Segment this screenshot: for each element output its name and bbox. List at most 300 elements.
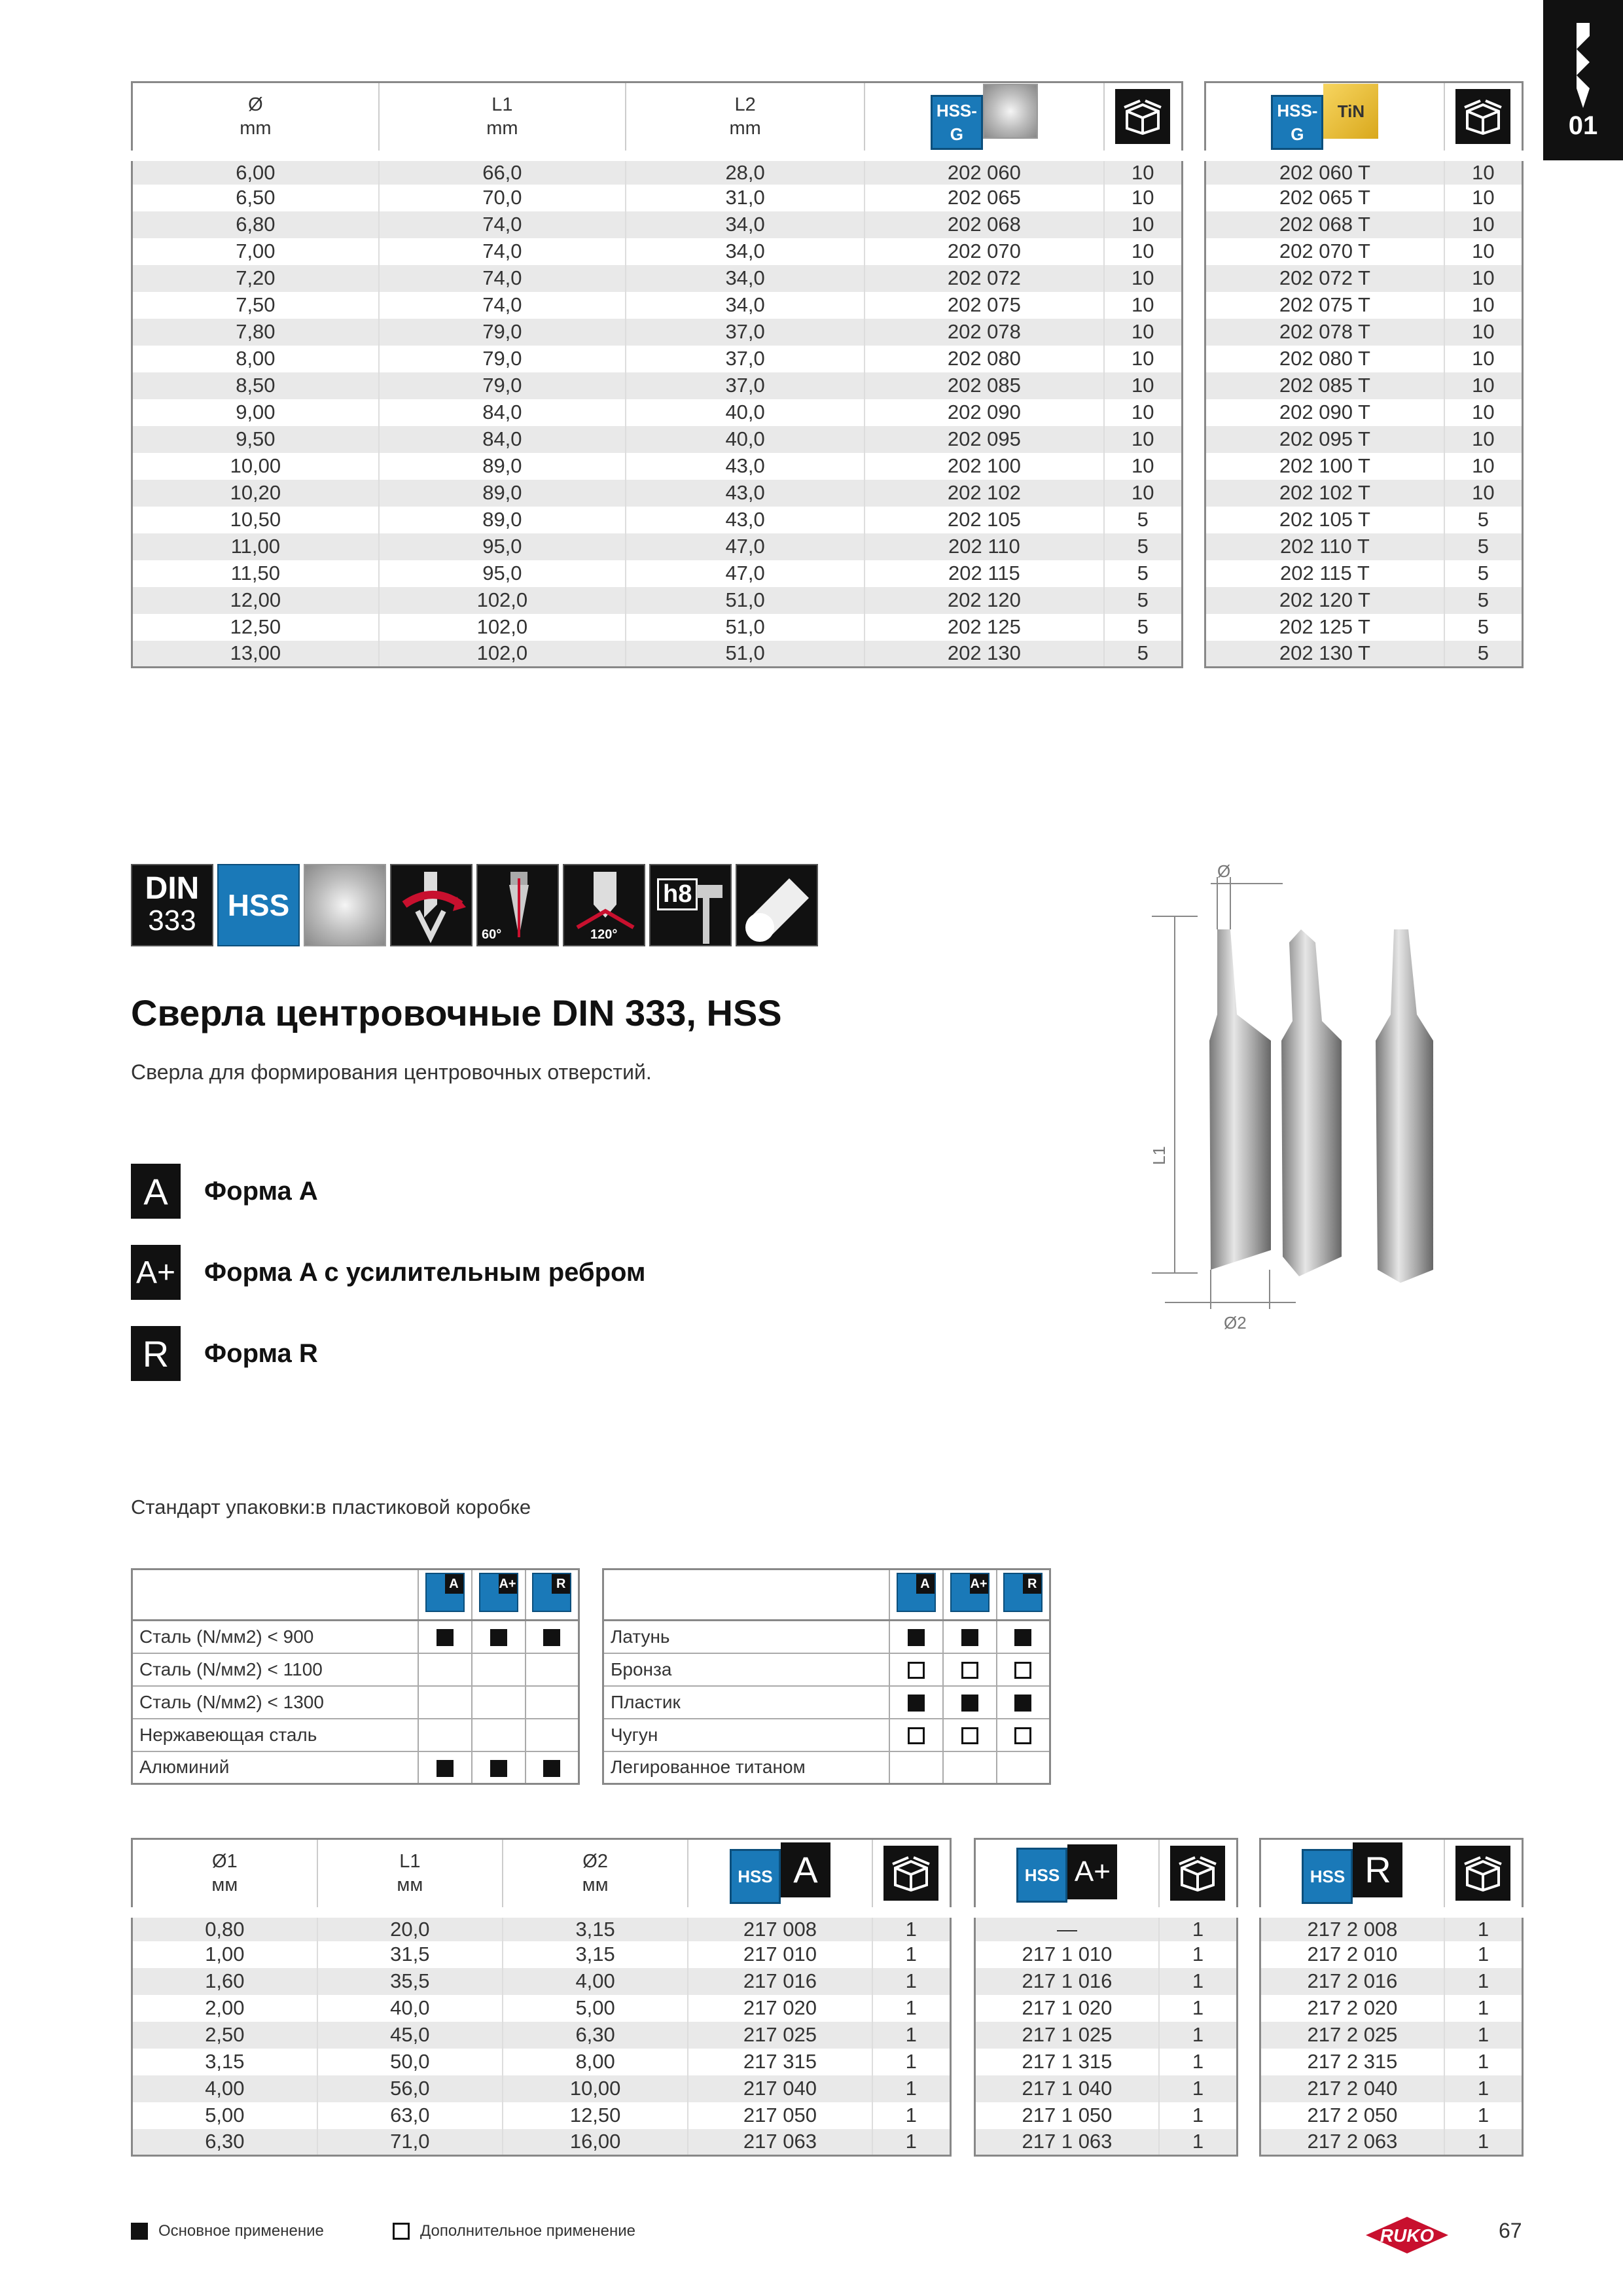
cell-diameter: 10,00	[132, 453, 379, 480]
cell-l1: 50,0	[317, 2049, 503, 2075]
cell-pack: 1	[905, 1969, 917, 1992]
form-a-plus-letter: A+	[131, 1245, 181, 1300]
cell-pack: 5	[1477, 535, 1489, 558]
tin-coating-badge: TiN	[1323, 84, 1378, 139]
hss-badge: HSS	[730, 1849, 781, 1904]
cell-diameter: 12,00	[132, 587, 379, 614]
application-mark	[943, 1719, 997, 1751]
form-r-label: Форма R	[204, 1338, 318, 1368]
table-row	[132, 426, 1183, 453]
cell-d1: 4,00	[132, 2075, 317, 2102]
countersink-120-icon: 120°	[563, 864, 645, 946]
cell-article-tin: 202 075 T	[1205, 292, 1444, 319]
col-form-a-plus	[975, 1839, 1159, 1912]
cell-d1: 2,00	[132, 1995, 317, 2022]
cell-pack: 5	[1477, 508, 1489, 531]
col-pack	[872, 1839, 951, 1912]
table-row	[132, 1995, 951, 2022]
form-a-letter: A	[131, 1164, 181, 1219]
cell-d1: 1,00	[132, 1941, 317, 1968]
table-row	[132, 319, 1183, 346]
cell-diameter: 9,50	[132, 426, 379, 453]
table-row	[975, 1941, 1238, 1968]
cell-article-a: 217 315	[688, 2049, 872, 2075]
col-d1: Ø1 мм	[132, 1839, 317, 1912]
filled-square-icon	[1014, 1629, 1031, 1646]
material-row	[132, 1653, 579, 1686]
cell-l1: 102,0	[379, 587, 626, 614]
cell-l2: 43,0	[626, 480, 865, 507]
cell-d2: 12,50	[503, 2102, 688, 2129]
ruko-logo	[1364, 2215, 1450, 2258]
table-row	[975, 2075, 1238, 2102]
col-hssg-tin	[1205, 82, 1444, 156]
application-mark	[943, 1751, 997, 1784]
page-number: 67	[1499, 2219, 1522, 2242]
cell-pack: 1	[1192, 2130, 1204, 2153]
hssg-badge: HSS-G	[931, 95, 983, 150]
cell-l2: 34,0	[626, 265, 865, 292]
cell-article-r: 217 2 040	[1260, 2075, 1444, 2102]
application-mark	[997, 1686, 1050, 1719]
cell-d2: 3,15	[503, 1941, 688, 1968]
cell-pack: 1	[1477, 1969, 1489, 1992]
cell-article: 202 070	[865, 238, 1103, 265]
cell-l2: 43,0	[626, 507, 865, 533]
cell-pack: 1	[1192, 2104, 1204, 2126]
table-row	[1205, 453, 1523, 480]
cell-pack: 10	[1472, 266, 1495, 289]
material-row	[603, 1653, 1050, 1686]
cell-article: 202 060	[865, 156, 1103, 185]
cell-article-a: 217 063	[688, 2129, 872, 2156]
cell-l1: 79,0	[379, 372, 626, 399]
cell-pack: 10	[1472, 186, 1495, 209]
empty-square-icon	[961, 1662, 978, 1679]
cell-article: 202 100	[865, 453, 1103, 480]
cell-pack: 10	[1132, 320, 1154, 343]
table-row	[1205, 238, 1523, 265]
cell-d2: 5,00	[503, 1995, 688, 2022]
cell-d1: 2,50	[132, 2022, 317, 2049]
application-mark	[526, 1686, 579, 1719]
filled-square-icon	[961, 1629, 978, 1646]
cell-article-r: 217 2 010	[1260, 1941, 1444, 1968]
cell-l1: 35,5	[317, 1968, 503, 1995]
application-mark	[997, 1751, 1050, 1784]
table-row	[1205, 211, 1523, 238]
application-mark	[418, 1653, 472, 1686]
din-333-icon: DIN 333	[131, 864, 213, 946]
table-row	[1260, 2022, 1523, 2049]
hss-badge: HSS	[1016, 1848, 1067, 1903]
material-row	[603, 1719, 1050, 1751]
application-mark	[418, 1751, 472, 1784]
material-name: Бронза	[603, 1653, 889, 1686]
cell-article-a: 217 010	[688, 1941, 872, 1968]
cell-article-a-plus: 217 1 010	[975, 1941, 1159, 1968]
center-drill-table-a	[131, 1838, 952, 2157]
cell-pack: 10	[1132, 427, 1154, 450]
cell-article-a-plus: 217 1 050	[975, 2102, 1159, 2129]
form-column-header: A+	[943, 1570, 997, 1621]
col-diameter: Ø mm	[132, 82, 379, 156]
col-l1: L1 mm	[379, 82, 626, 156]
table-row	[132, 265, 1183, 292]
cell-article-r: 217 2 008	[1260, 1912, 1444, 1941]
material-row	[132, 1621, 579, 1653]
col-form-a	[688, 1839, 872, 1912]
application-mark	[526, 1751, 579, 1784]
cell-pack: 1	[1477, 1917, 1489, 1941]
cell-article-tin: 202 120 T	[1205, 587, 1444, 614]
cell-diameter: 11,50	[132, 560, 379, 587]
form-a	[131, 1164, 318, 1219]
section-tab	[1543, 0, 1623, 160]
cell-pack: 5	[1137, 535, 1149, 558]
cell-pack: 1	[1192, 1969, 1204, 1992]
cell-pack: 1	[1477, 2023, 1489, 2046]
cell-l1: 40,0	[317, 1995, 503, 2022]
table-row	[132, 533, 1183, 560]
cell-pack: 10	[1132, 374, 1154, 397]
cell-article: 202 095	[865, 426, 1103, 453]
package-box-icon	[1455, 1846, 1510, 1901]
cell-pack: 5	[1137, 562, 1149, 584]
form-a-plus	[131, 1245, 646, 1300]
cell-article: 202 102	[865, 480, 1103, 507]
material-row	[603, 1621, 1050, 1653]
cell-pack: 10	[1472, 240, 1495, 262]
filled-square-icon	[437, 1629, 454, 1646]
package-box-icon	[883, 1846, 938, 1901]
cell-l2: 51,0	[626, 641, 865, 668]
cell-d1: 6,30	[132, 2129, 317, 2156]
filled-square-icon	[543, 1629, 560, 1646]
cell-l1: 71,0	[317, 2129, 503, 2156]
application-mark	[943, 1653, 997, 1686]
hssg-badge: HSS-G	[1271, 95, 1323, 150]
cell-d1: 1,60	[132, 1968, 317, 1995]
table-row	[1260, 1995, 1523, 2022]
cell-diameter: 6,80	[132, 211, 379, 238]
application-mark	[472, 1653, 526, 1686]
cell-pack: 10	[1472, 320, 1495, 343]
table-row	[1260, 2129, 1523, 2156]
cell-pack: 10	[1132, 293, 1154, 316]
cell-article-a: 217 025	[688, 2022, 872, 2049]
form-a-plus-badge: A+	[1067, 1844, 1117, 1899]
cell-pack: 5	[1477, 588, 1489, 611]
cell-l1: 56,0	[317, 2075, 503, 2102]
cell-pack: 1	[905, 1917, 917, 1941]
cell-article: 202 080	[865, 346, 1103, 372]
filled-square-icon	[437, 1760, 454, 1777]
package-box-icon	[1170, 1846, 1225, 1901]
cell-article-a-plus: 217 1 315	[975, 2049, 1159, 2075]
cell-pack: 10	[1472, 481, 1495, 504]
table-row	[1260, 2049, 1523, 2075]
cell-article: 202 130	[865, 641, 1103, 668]
bright-surface-icon	[983, 84, 1038, 139]
table-row	[1260, 1968, 1523, 1995]
cell-l1: 74,0	[379, 292, 626, 319]
table-row	[1205, 641, 1523, 668]
material-row	[132, 1751, 579, 1784]
cell-pack: 10	[1472, 213, 1495, 236]
application-mark	[997, 1719, 1050, 1751]
cell-article: 202 078	[865, 319, 1103, 346]
table-row	[132, 1912, 951, 1941]
cell-pack: 5	[1137, 508, 1149, 531]
application-mark	[526, 1653, 579, 1686]
cell-l2: 40,0	[626, 426, 865, 453]
table-row	[132, 641, 1183, 668]
cell-l1: 74,0	[379, 211, 626, 238]
svg-text:RUKO: RUKO	[1380, 2225, 1435, 2246]
filled-square-icon	[131, 2223, 148, 2240]
cell-l2: 28,0	[626, 156, 865, 185]
application-mark	[889, 1751, 943, 1784]
cell-article-tin: 202 068 T	[1205, 211, 1444, 238]
application-mark	[418, 1686, 472, 1719]
cell-d2: 6,30	[503, 2022, 688, 2049]
cell-article: 202 075	[865, 292, 1103, 319]
table-row	[132, 238, 1183, 265]
cell-article: 202 090	[865, 399, 1103, 426]
form-r	[131, 1326, 318, 1381]
cell-article-tin: 202 070 T	[1205, 238, 1444, 265]
cell-l2: 47,0	[626, 560, 865, 587]
cell-l2: 47,0	[626, 533, 865, 560]
table-row	[132, 587, 1183, 614]
cell-article-tin: 202 060 T	[1205, 156, 1444, 185]
application-mark	[889, 1686, 943, 1719]
cell-article-tin: 202 102 T	[1205, 480, 1444, 507]
cell-article-r: 217 2 315	[1260, 2049, 1444, 2075]
cell-l1: 102,0	[379, 641, 626, 668]
cell-pack: 10	[1472, 427, 1495, 450]
table-row	[1205, 346, 1523, 372]
material-row	[603, 1686, 1050, 1719]
col-d2: Ø2 мм	[503, 1839, 688, 1912]
cell-l1: 66,0	[379, 156, 626, 185]
cell-article-a: 217 016	[688, 1968, 872, 1995]
cell-l1: 95,0	[379, 560, 626, 587]
cell-article-a: 217 008	[688, 1912, 872, 1941]
cell-l2: 37,0	[626, 372, 865, 399]
cell-article: 202 065	[865, 185, 1103, 211]
cell-article-tin: 202 072 T	[1205, 265, 1444, 292]
cell-pack: 5	[1137, 641, 1149, 665]
table-row	[132, 614, 1183, 641]
cell-l1: 102,0	[379, 614, 626, 641]
cell-pack: 10	[1132, 266, 1154, 289]
cell-article: 202 072	[865, 265, 1103, 292]
hss-icon: HSS	[217, 864, 300, 946]
filled-square-icon	[1014, 1695, 1031, 1712]
cell-article-tin: 202 130 T	[1205, 641, 1444, 668]
cell-diameter: 7,50	[132, 292, 379, 319]
cell-article-a-plus: 217 1 020	[975, 1995, 1159, 2022]
cell-article-tin: 202 105 T	[1205, 507, 1444, 533]
cell-pack: 1	[1477, 2130, 1489, 2153]
table-row	[1205, 507, 1523, 533]
table-row	[132, 185, 1183, 211]
cell-pack: 10	[1132, 347, 1154, 370]
cell-pack: 5	[1137, 588, 1149, 611]
center-drill-drawing	[1126, 851, 1492, 1348]
application-mark	[943, 1686, 997, 1719]
cell-pack: 10	[1472, 293, 1495, 316]
application-mark	[889, 1621, 943, 1653]
table-row	[132, 1968, 951, 1995]
table-row	[1205, 156, 1523, 185]
cell-pack: 10	[1132, 401, 1154, 423]
filled-square-icon	[490, 1760, 507, 1777]
material-name: Сталь (N/мм2) < 1300	[132, 1686, 418, 1719]
hss-badge: HSS	[1302, 1849, 1353, 1904]
application-mark	[526, 1719, 579, 1751]
col-pack	[1104, 82, 1183, 156]
cell-pack: 1	[1477, 2104, 1489, 2126]
col-hssg	[865, 82, 1103, 156]
table-row	[975, 1912, 1238, 1941]
cell-article-tin: 202 115 T	[1205, 560, 1444, 587]
cell-l1: 20,0	[317, 1912, 503, 1941]
dim-d: Ø	[1217, 861, 1231, 881]
cell-pack: 10	[1132, 186, 1154, 209]
table-row	[132, 1941, 951, 1968]
cell-pack: 10	[1472, 454, 1495, 477]
cell-pack: 5	[1137, 615, 1149, 638]
cell-article-tin: 202 100 T	[1205, 453, 1444, 480]
cell-pack: 1	[905, 2023, 917, 2046]
cell-d2: 3,15	[503, 1912, 688, 1941]
cell-l2: 34,0	[626, 211, 865, 238]
cell-l2: 34,0	[626, 292, 865, 319]
material-name: Сталь (N/мм2) < 1100	[132, 1653, 418, 1686]
cell-diameter: 12,50	[132, 614, 379, 641]
tolerance-h8-icon: h8	[649, 864, 732, 946]
cell-l1: 63,0	[317, 2102, 503, 2129]
table-row	[1260, 1912, 1523, 1941]
form-column-header: A	[418, 1570, 472, 1621]
materials-table-left	[131, 1568, 580, 1785]
cell-article-tin: 202 065 T	[1205, 185, 1444, 211]
cell-l1: 79,0	[379, 319, 626, 346]
cell-pack: 1	[905, 2077, 917, 2100]
cell-d1: 0,80	[132, 1912, 317, 1941]
cell-article-a-plus: 217 1 040	[975, 2075, 1159, 2102]
dim-d2: Ø2	[1224, 1313, 1247, 1333]
application-mark	[472, 1719, 526, 1751]
cell-l1: 31,5	[317, 1941, 503, 1968]
form-column-header: A+	[472, 1570, 526, 1621]
cell-pack: 10	[1132, 160, 1154, 184]
table-row	[132, 292, 1183, 319]
cell-article-tin: 202 080 T	[1205, 346, 1444, 372]
cell-pack: 1	[905, 2130, 917, 2153]
cell-l1: 89,0	[379, 507, 626, 533]
form-a-label: Форма A	[204, 1176, 318, 1206]
cell-article-r: 217 2 063	[1260, 2129, 1444, 2156]
cell-l2: 34,0	[626, 238, 865, 265]
cell-article-tin: 202 095 T	[1205, 426, 1444, 453]
form-column-header: R	[997, 1570, 1050, 1621]
cell-article-a-plus: 217 1 063	[975, 2129, 1159, 2156]
table-row	[1205, 614, 1523, 641]
cell-article-r: 217 2 025	[1260, 2022, 1444, 2049]
empty-square-icon	[961, 1727, 978, 1744]
table-row	[132, 453, 1183, 480]
cell-d1: 5,00	[132, 2102, 317, 2129]
cell-article: 202 125	[865, 614, 1103, 641]
cylindrical-shank-icon	[736, 864, 818, 946]
material-row	[132, 1719, 579, 1751]
filled-square-icon	[490, 1629, 507, 1646]
filled-square-icon	[908, 1695, 925, 1712]
material-name: Пластик	[603, 1686, 889, 1719]
col-pack	[1444, 1839, 1523, 1912]
cell-pack: 1	[1477, 2077, 1489, 2100]
cell-pack: 5	[1477, 615, 1489, 638]
cell-l2: 31,0	[626, 185, 865, 211]
material-row	[132, 1686, 579, 1719]
cell-pack: 10	[1132, 454, 1154, 477]
cell-article-a: 217 040	[688, 2075, 872, 2102]
cell-article-r: 217 2 050	[1260, 2102, 1444, 2129]
empty-square-icon	[393, 2223, 410, 2240]
cell-article-a: 217 020	[688, 1995, 872, 2022]
table-row	[132, 2022, 951, 2049]
cell-pack: 1	[905, 2050, 917, 2073]
table-row	[1205, 372, 1523, 399]
table-row	[132, 2102, 951, 2129]
form-a-badge: A	[781, 1842, 830, 1897]
product-subtitle: Сверла для формирования центровочных отверстий.	[131, 1060, 652, 1084]
application-mark	[418, 1621, 472, 1653]
cell-pack: 1	[905, 2104, 917, 2126]
application-mark	[526, 1621, 579, 1653]
cell-diameter: 6,50	[132, 185, 379, 211]
application-mark	[418, 1719, 472, 1751]
cell-article: 202 110	[865, 533, 1103, 560]
dim-l1: L1	[1149, 1146, 1169, 1165]
cell-pack: 1	[1192, 1943, 1204, 1965]
header-blank	[132, 1570, 418, 1621]
cell-diameter: 8,00	[132, 346, 379, 372]
cell-pack: 1	[905, 1943, 917, 1965]
cell-d1: 3,15	[132, 2049, 317, 2075]
cell-pack: 10	[1472, 401, 1495, 423]
application-mark	[472, 1621, 526, 1653]
cell-l1: 84,0	[379, 426, 626, 453]
cell-article-tin: 202 078 T	[1205, 319, 1444, 346]
table-row	[1260, 2075, 1523, 2102]
col-pack	[1444, 82, 1523, 156]
form-a-plus-label: Форма A с усилительным ребром	[204, 1257, 646, 1287]
table-row	[1260, 2102, 1523, 2129]
package-box-icon	[1115, 89, 1170, 144]
cell-d2: 8,00	[503, 2049, 688, 2075]
empty-square-icon	[1014, 1727, 1031, 1744]
cell-pack: 10	[1132, 240, 1154, 262]
table-row	[1205, 292, 1523, 319]
table-row	[132, 372, 1183, 399]
cell-article-r: 217 2 020	[1260, 1995, 1444, 2022]
cell-d2: 4,00	[503, 1968, 688, 1995]
